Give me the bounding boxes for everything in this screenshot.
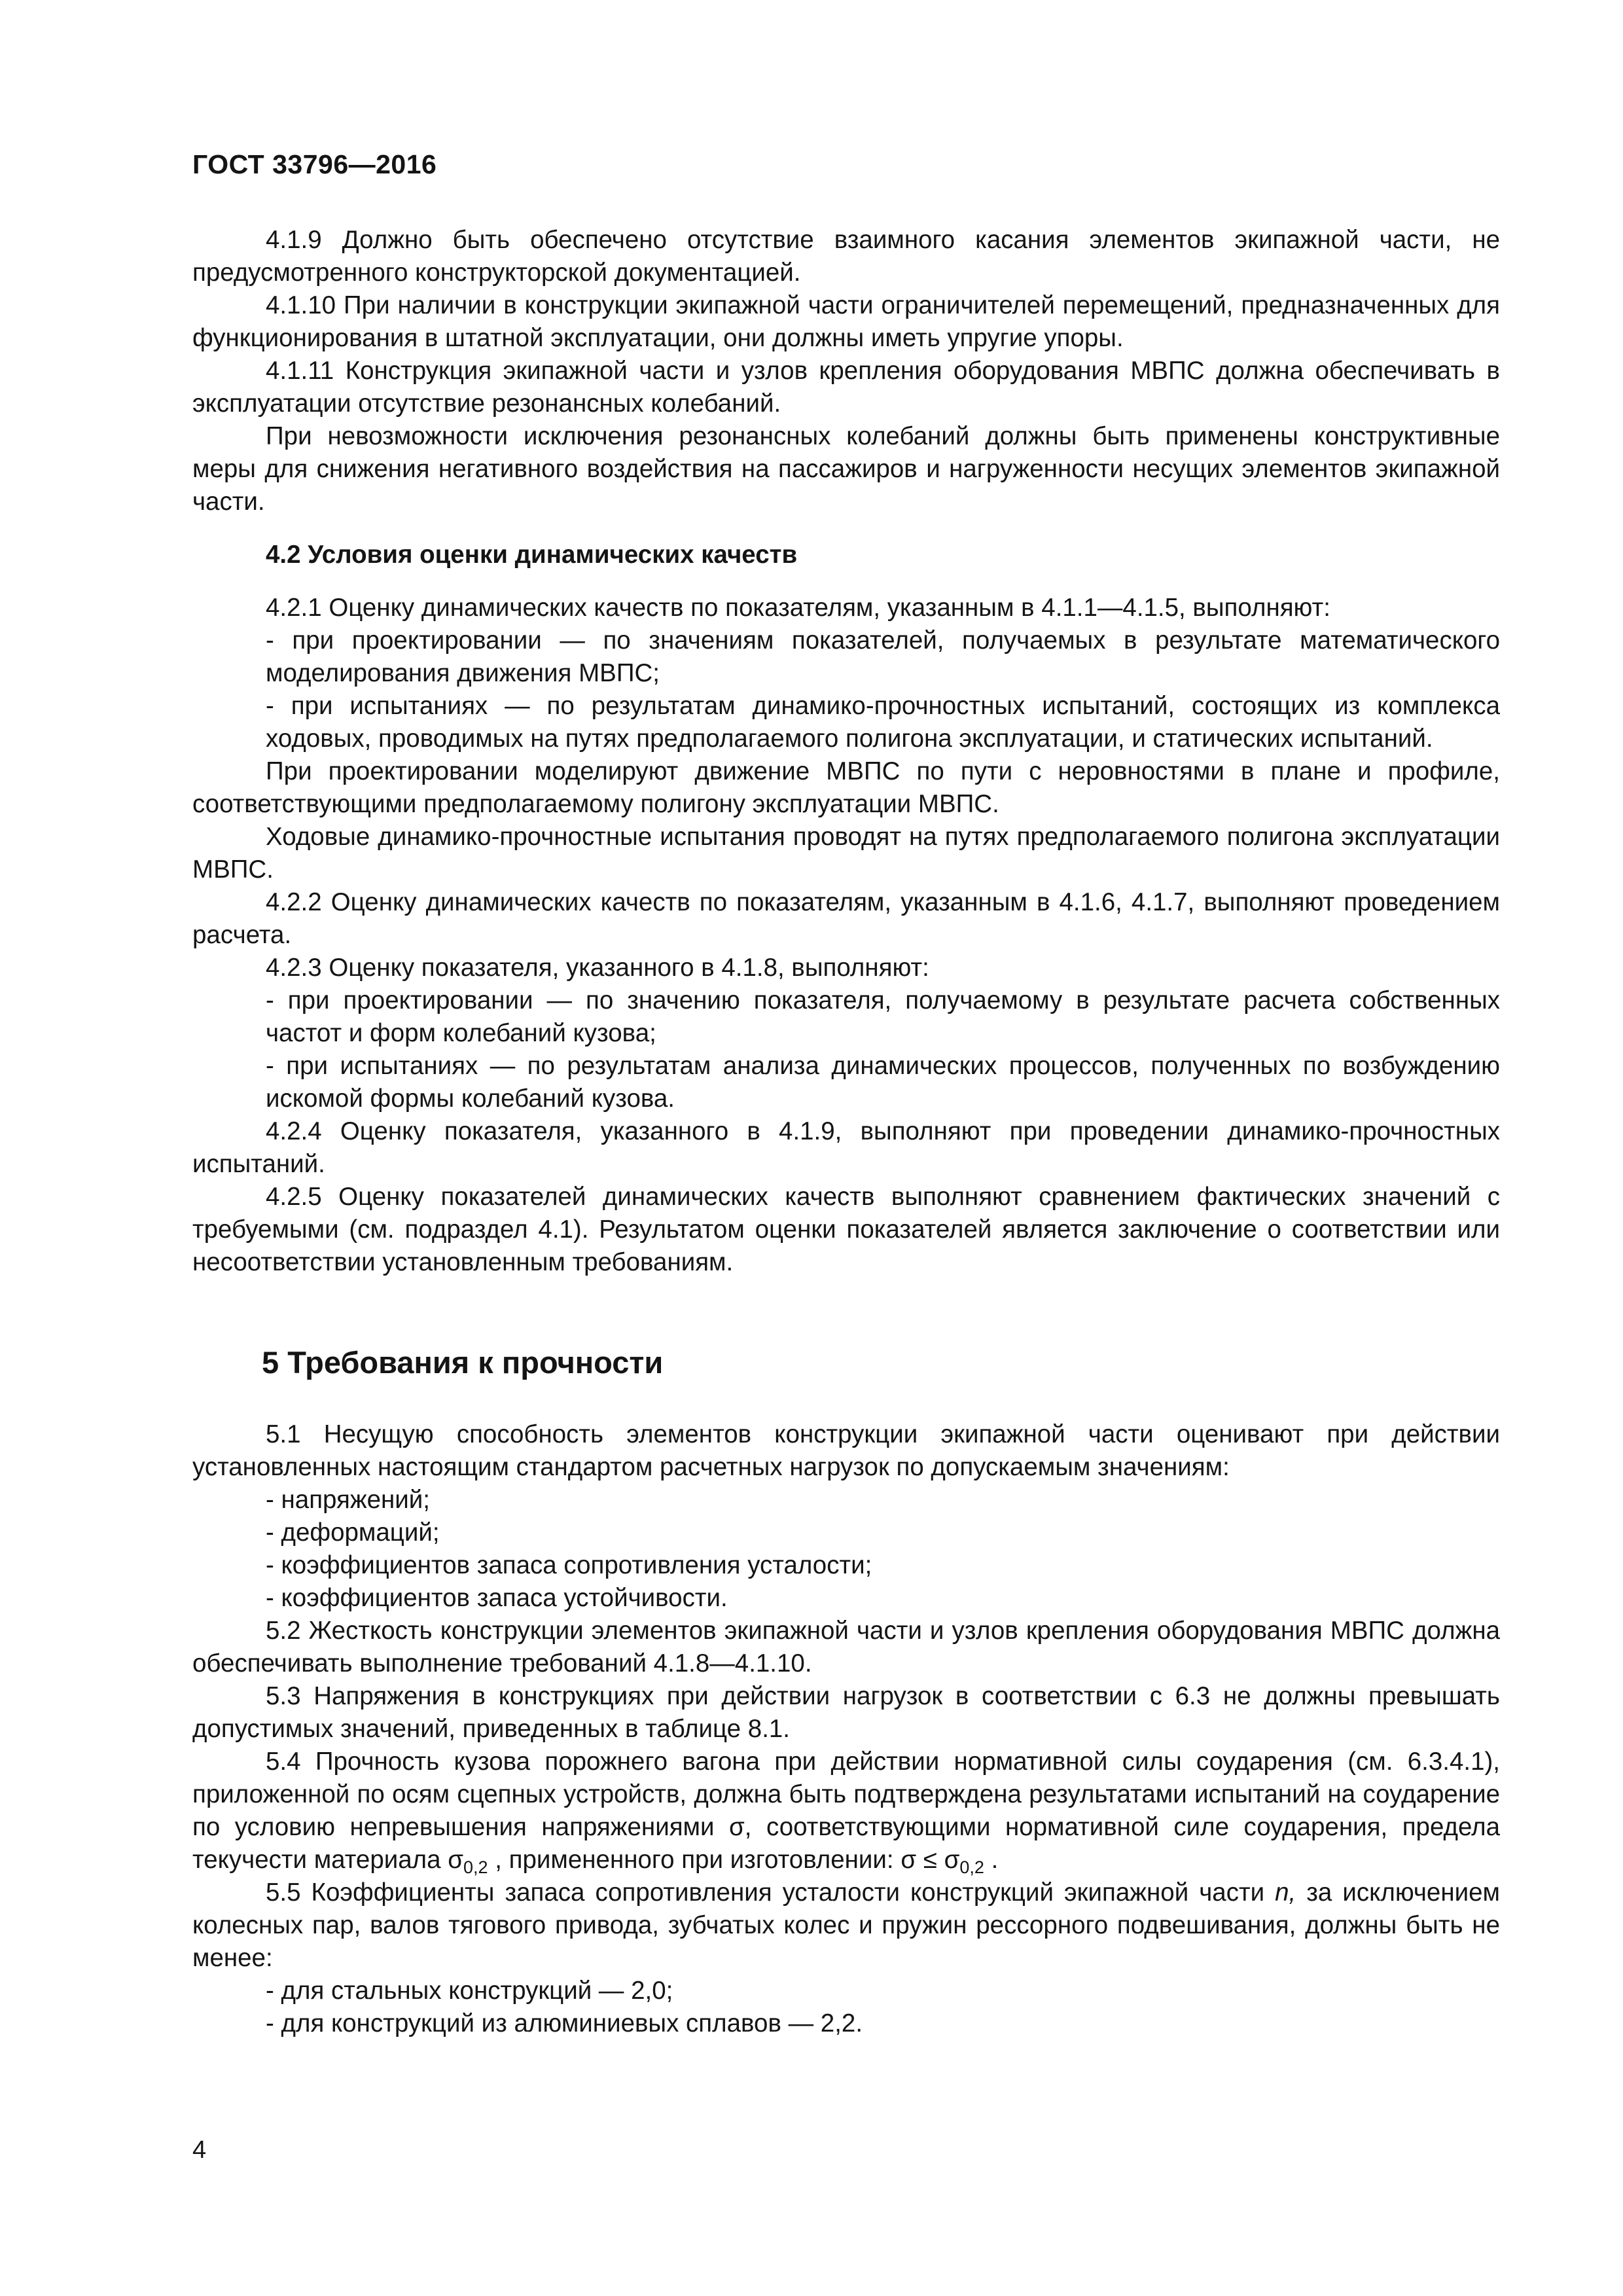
clause-5-4	[192, 1746, 1500, 1876]
clause-5-1-item: - коэффициентов запаса сопротивления усталости;	[266, 1551, 872, 1579]
document-header: ГОСТ 33796—2016	[192, 149, 437, 179]
clause-5-5-text-rest: за исключением колесных пар, валов тягового привода, зубчатых колес и пружин рессорного подвешивания, должны быть не менее:	[192, 1878, 1500, 1972]
clause-4-2-1: 4.2.1 Оценку динамических качеств по показателям, указанным в 4.1.1—4.1.5, выполняют:	[266, 594, 1330, 622]
clause-5-4-text-end: .	[984, 1846, 999, 1874]
section-4-2-title: 4.2 Условия оценки динамических качеств	[266, 541, 798, 569]
page-body	[192, 224, 1500, 2040]
page-number: 4	[192, 2136, 207, 2164]
clause-4-2-3-tests: - при испытаниях — по результатам анализа динамических процессов, полученных по возбуждению искомой формы колебаний кузова.	[266, 1052, 1500, 1113]
clause-5-1-item: - напряжений;	[266, 1486, 431, 1514]
clause-5-1: 5.1 Несущую способность элементов конструкции экипажной части оценивают при действии установленных настоящим стандартом расчетных нагрузок по допускаемым значениям:	[192, 1420, 1500, 1481]
clause-5-5	[192, 1876, 1500, 1975]
clause-4-2-2: 4.2.2 Оценку динамических качеств по показателям, указанным в 4.1.6, 4.1.7, выполняют проведением расчета.	[192, 888, 1500, 949]
clause-4-2-5: 4.2.5 Оценку показателей динамических качеств выполняют сравнением фактических значений с требуемыми (см. подраздел 4.1). Результатом оценки показателей является заключение о соответствии или несоответствии установленным требованиям.	[192, 1183, 1500, 1276]
clause-5-5-item: - для конструкций из алюминиевых сплавов — 2,2.	[266, 2009, 863, 2037]
clause-5-1-item: - коэффициентов запаса устойчивости.	[266, 1584, 728, 1612]
variable-n: n,	[1275, 1878, 1296, 1907]
clause-4-2-3: 4.2.3 Оценку показателя, указанного в 4.1.8, выполняют:	[266, 954, 929, 982]
clause-4-2-1-design: - при проектировании — по значениям показателей, получаемых в результате математического моделирования движения МВПС;	[266, 626, 1500, 687]
sigma-subscript: 0,2	[959, 1857, 984, 1877]
clause-5-1-item: - деформаций;	[266, 1518, 440, 1547]
clause-5-5-item: - для стальных конструкций — 2,0;	[266, 1977, 673, 2005]
clause-4-1-10: 4.1.10 При наличии в конструкции экипажной части ограничителей перемещений, предназначенных для функционирования в штатной эксплуатации, они должны иметь упругие упоры.	[192, 291, 1500, 352]
clause-5-3: 5.3 Напряжения в конструкциях при действии нагрузок в соответствии с 6.3 не должны превышать допустимых значений, приведенных в таблице 8.1.	[192, 1682, 1500, 1743]
clause-4-2-1-running-tests: Ходовые динамико-прочностные испытания проводят на путях предполагаемого полигона эксплуатации МВПС.	[192, 823, 1500, 884]
clause-5-2: 5.2 Жесткость конструкции элементов экипажной части и узлов крепления оборудования МВПС должна обеспечивать выполнение требований 4.1.8—4.1.10.	[192, 1617, 1500, 1677]
clause-5-5-text: 5.5 Коэффициенты запаса сопротивления усталости конструкций экипажной части	[266, 1878, 1275, 1907]
clause-4-2-4: 4.2.4 Оценку показателя, указанного в 4.1.9, выполняют при проведении динамико-прочностных испытаний.	[192, 1117, 1500, 1178]
clause-4-1-9: 4.1.9 Должно быть обеспечено отсутствие взаимного касания элементов экипажной части, не предусмотренного конструкторской документацией.	[192, 226, 1500, 287]
clause-4-2-1-tests: - при испытаниях — по результатам динамико-прочностных испытаний, состоящих из комплекса ходовых, проводимых на путях предполагаемого полигона эксплуатации, и статических испытаний.	[266, 692, 1500, 753]
clause-5-4-text: 5.4 Прочность кузова порожнего вагона при действии нормативной силы соударения (см. 6.3.4.1), приложенной по осям сцепных устройств, должна быть подтверждена результатами испытаний на соударение по условию непревышения напряжениями σ, соответствующими нормативной силе соударения, предела текучести материала σ	[192, 1748, 1500, 1874]
clause-5-4-text-mid: , примененного при изготовлении: σ ≤ σ	[488, 1846, 960, 1874]
clause-4-2-3-design: - при проектировании — по значению показателя, получаемому в результате расчета собственных частот и форм колебаний кузова;	[266, 986, 1500, 1047]
clause-4-1-11: 4.1.11 Конструкция экипажной части и узлов крепления оборудования МВПС должна обеспечивать в эксплуатации отсутствие резонансных колебаний.	[192, 357, 1500, 418]
clause-4-2-1-modeling: При проектировании моделируют движение МВПС по пути с неровностями в плане и профиле, соответствующими предполагаемому полигону эксплуатации МВПС.	[192, 757, 1500, 818]
clause-4-1-11-resonance: При невозможности исключения резонансных колебаний должны быть применены конструктивные меры для снижения негативного воздействия на пассажиров и нагруженности несущих элементов экипажной части.	[192, 422, 1500, 516]
sigma-subscript: 0,2	[463, 1857, 488, 1877]
section-5-title: 5 Требования к прочности	[262, 1345, 664, 1380]
